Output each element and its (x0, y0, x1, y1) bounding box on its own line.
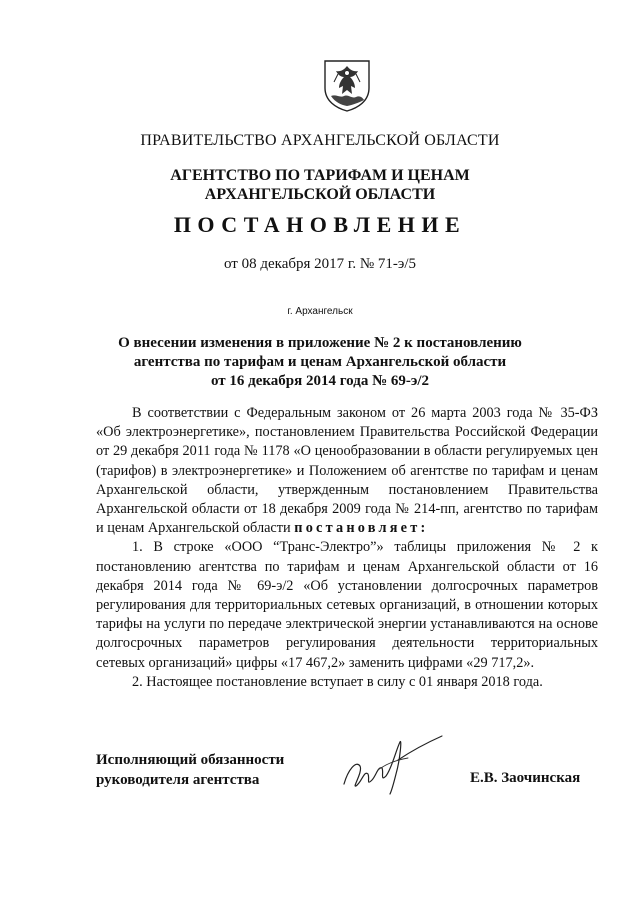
subject-line1: О внесении изменения в приложение № 2 к постановлению (118, 335, 522, 351)
document-city: г. Архангельск (287, 306, 353, 317)
item-1-paragraph: 1. В строке «ООО “Транс-Электро”» таблицы приложения № 2 к постановлению агентства по тарифам и ценам Архангельской области от 16 декабря 2014 года № 69-э/2 «Об установлении долгосрочных параметров регулирования для территориальных сетевых организаций, в отношении которых тарифы на услуги по передаче электрической энергии устанавливаются на основе долгосрочных параметров регулирования деятельности территориальных сетевых организаций» цифры «17 467,2» заменить цифрами «29 717,2». (96, 539, 598, 671)
signatory-position-line1: Исполняющий обязанности (96, 752, 285, 768)
subject-line2: агентства по тарифам и ценам Архангельской области (133, 354, 507, 370)
preamble-paragraph (96, 404, 598, 538)
document-dateline: от 08 декабря 2017 г. № 71-э/5 (223, 256, 417, 272)
agency-title-line1: АГЕНТСТВО ПО ТАРИФАМ И ЦЕНАМ (170, 167, 470, 184)
signatory-name: Е.В. Заочинская (470, 770, 581, 786)
document-type-title: ПОСТАНОВЛЕНИЕ (173, 212, 467, 237)
decree-colon: : (420, 520, 426, 537)
document-subject (60, 334, 580, 391)
document-body (96, 404, 598, 692)
subject-line3: от 16 декабря 2014 года № 69-э/2 (210, 373, 430, 389)
government-title: ПРАВИТЕЛЬСТВО АРХАНГЕЛЬСКОЙ ОБЛАСТИ (140, 132, 500, 149)
agency-title (60, 166, 580, 204)
item-2-paragraph: 2. Настоящее постановление вступает в силу с 01 января 2018 года. (132, 673, 543, 690)
decree-word: постановляет (294, 520, 421, 537)
signatory-position (96, 750, 284, 790)
agency-title-line2: АРХАНГЕЛЬСКОЙ ОБЛАСТИ (204, 186, 436, 203)
preamble-text: В соответствии с Федеральным законом от 26 марта 2003 года № 35-ФЗ «Об электроэнергетике», постановлением Правительства Российской Федерации от 29 декабря 2011 года № 1178 «О ценообразовании в области регулируемых цен (тарифов) в электроэнергетике» и Положением об агентстве по тарифам и ценам Архангельской области, утвержденным постановлением Правительства Архангельской области от 18 декабря 2009 года № 214-пп, агентство по тарифам и ценам Архангельской области (96, 405, 598, 537)
signatory-position-line2: руководителя агентства (96, 772, 260, 788)
coat-of-arms-icon (322, 58, 372, 112)
handwritten-signature (338, 730, 448, 798)
